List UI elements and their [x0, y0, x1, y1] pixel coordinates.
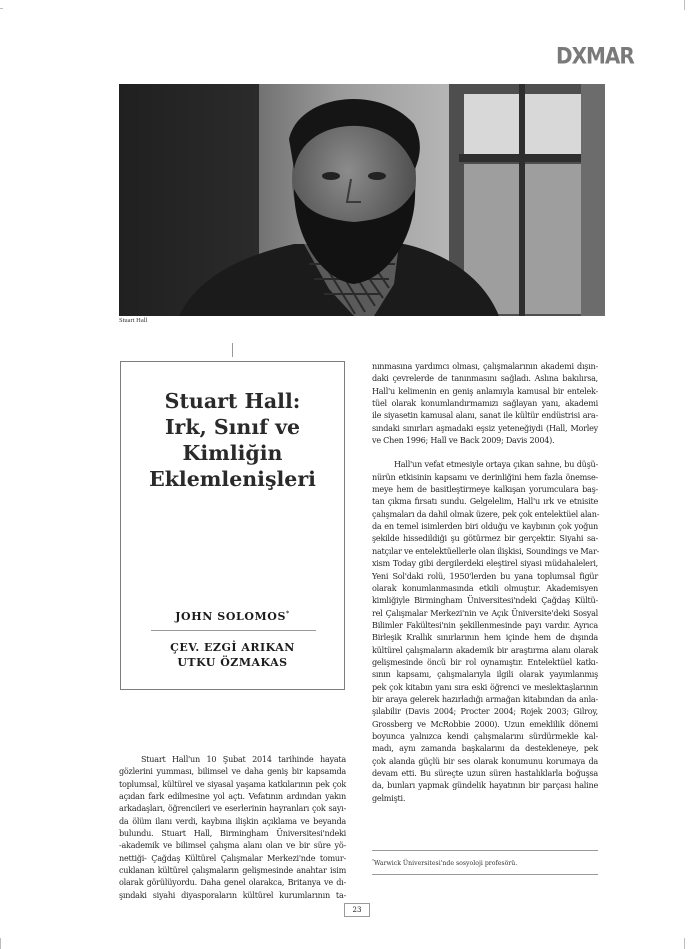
text-line: da, bunları yapmak gündelik hayatının bir parçası haline — [372, 780, 598, 791]
text-line: nettiği- Çağdaş Kültürel Çalışmalar Merkezi'nde tomur- — [119, 852, 346, 863]
crop-mark — [684, 938, 685, 949]
text-line: sındaki sınırları aşmadaki eşsiz yeteneğiydi (Hall, Morley — [372, 422, 598, 433]
right-column — [372, 360, 598, 804]
text-line: rel Çalışmalar Merkezi'nin ve Açık Üniversite'deki Sosyal — [372, 607, 598, 618]
photo-caption: Stuart Hall — [119, 317, 148, 324]
text-line: meye hem de basitleştirmeye kalkışan yorumculara baş- — [372, 484, 598, 495]
text-line: madı, aynı zamanda başkalarını da destekleneye, pek — [372, 743, 598, 754]
text-line: bulundu. Stuart Hall, Birmingham Üniversitesi'ndeki — [119, 828, 346, 839]
article-title — [121, 388, 344, 492]
crop-mark — [0, 938, 1, 949]
text-line: toplumsal, kültürel ve siyasal yaşama katkılarının pek çok — [119, 778, 346, 789]
text-line: natçılar ve entelektüellerle olan ilişkisi, Soundings ve Mar- — [372, 545, 600, 556]
divider — [151, 630, 316, 631]
text-line: kimliğiyle Birmingham Üniversitesi'ndeki Çağdaş Kültü- — [372, 595, 598, 606]
text-line: gelmişti. — [372, 792, 406, 803]
text-line: olarak konumlanmasında etkili olmuştur. Akademisyen — [372, 582, 598, 593]
text-line: da en temel isimlerden biri olduğu ve kaybının çok yoğun — [372, 521, 598, 532]
text-line: boyunca yalnızca kendi çalışmalarını sürdürmekle kal- — [372, 730, 598, 741]
footnote-text: Warwick Üniversitesi'nde sosyoloji profesörü. — [374, 860, 518, 868]
tick-mark — [232, 343, 233, 357]
text-line: xism Today gibi dergilerdeki eleştirel siyasi müdahaleleri, — [372, 558, 598, 569]
portrait-photo — [119, 84, 605, 316]
text-line: ve Chen 1996; Hall ve Back 2009; Davis 2004). — [372, 435, 555, 446]
text-line: şekilde hissedildiği şu götürmez bir gerçektir. Siyahi sa- — [372, 533, 598, 544]
text-line: Yeni Sol'daki rolü, 1950'lerden bu yana toplumsal figür — [372, 570, 598, 581]
translators — [121, 640, 344, 670]
text-line: çok alanda güçlü bir ses olarak konumunu korumaya da — [372, 755, 598, 766]
text-line: nınmasına yardımcı olması, çalışmalarının akademi dışın- — [372, 361, 598, 371]
translator-line: ÇEV. EZGİ ARIKAN — [170, 641, 295, 654]
crop-mark — [0, 8, 3, 9]
text-line: arkadaşları, öğrencileri ve eserlerinin hayranları çok sayı- — [119, 803, 346, 814]
text-line: tüel olarak konumlandırmamızı sağlayan yanı, akademi — [372, 398, 598, 409]
page-number: 23 — [344, 903, 370, 917]
title-line: Kimliğin — [182, 441, 283, 465]
left-column — [119, 753, 346, 901]
title-line: Irk, Sınıf ve — [164, 415, 301, 439]
text-line: Birleşik Krallık sınırlarının hem içinde hem de dışında — [372, 632, 598, 643]
text-line: bir araya gelerek hazırladığı armağan kitabından da anla- — [372, 693, 598, 704]
text-line: açıdan fark edilmesine yol açtı. Vefatının ardından yakın — [119, 791, 346, 802]
text-line: sının kapsamı, çalışmalarıyla ilgili olarak yayımlanmış — [372, 669, 598, 680]
text-line: şılabilir (Davis 2004; Procter 2004; Rojek 2003; Gilroy, — [372, 706, 598, 717]
author-footnote-mark: * — [286, 610, 290, 618]
text-line: olarak görülüyordu. Daha genel olarakca, Britanya ve dı- — [119, 877, 346, 888]
title-box — [120, 361, 345, 690]
text-line: da ölüm ilanı verdi, kaybına ilişkin açıklama ve beyanda — [119, 815, 346, 826]
text-line: kültürel çalışmaların akademik bir araştırma alanı olarak — [372, 644, 598, 655]
text-line: Bilimler Fakültesi'nin şekillenmesinde payı vardır. Ayrıca — [372, 619, 598, 630]
text-line: Hall'u kelimenin en geniş anlamıyla kamusal bir entelek- — [372, 385, 598, 396]
translator-line: UTKU ÖZMAKAS — [177, 656, 288, 669]
text-line: Grossberg ve McRobbie 2000). Uzun emeklilik dönemi — [372, 718, 598, 729]
text-line: -akademik ve bilimsel çalışma alanı olan ve bir süre yö- — [119, 840, 346, 851]
text-line: çalışmaları da dahil olmak üzere, pek çok entelektüel alan- — [372, 508, 600, 519]
footnote-rule — [372, 850, 598, 851]
text-line: ile siyasetin kamusal alanı, sanat ile kültür endüstrisi ara- — [372, 410, 598, 421]
footnote — [372, 858, 517, 867]
text-line: daki çevrelerde de tanınmasını sağladı. Aslına bakılırsa, — [372, 373, 598, 384]
author-text: JOHN SOLOMOS — [175, 610, 287, 623]
footnote-mark: * — [372, 858, 374, 863]
crop-mark — [684, 0, 685, 10]
text-line: Stuart Hall'un 10 Şubat 2014 tarihinde hayata — [141, 754, 346, 764]
title-line: Stuart Hall: — [164, 389, 301, 413]
text-line: pek çok kitabın yanı sıra eski öğrenci ve meslektaşlarının — [372, 681, 598, 692]
author-name — [121, 610, 344, 623]
text-line: tan çıkma fırsatı sundu. Gelgelelim, Hall'u ırk ve etnisite — [372, 496, 598, 507]
text-line: Hall'un vefat etmesiyle ortaya çıkan sahne, bu düşü- — [394, 459, 598, 470]
journal-logo: DXMAR — [556, 42, 634, 70]
footnote-rule-bottom — [372, 874, 598, 875]
title-line: Eklemlenişleri — [149, 467, 316, 491]
text-line: devam etti. Bu süreçte uzun süren hastalıklarla boğuşsa — [372, 768, 598, 778]
text-line: gözlerini yumması, bilimsel ve daha geniş bir kapsamda — [119, 766, 346, 777]
text-line: şındaki siyahi diyasporaların kültürel kurumlarının ta- — [119, 889, 346, 900]
text-line: cuklanan kültürel çalışmaların gelişmesinde anahtar isim — [119, 865, 346, 876]
text-line: nürün etkisinin kapsamı ve derinliğini hem fazla önemse- — [372, 471, 598, 482]
text-line: gelişmesinde öncü bir rol oynamıştır. Entelektüel katkı- — [372, 656, 598, 667]
